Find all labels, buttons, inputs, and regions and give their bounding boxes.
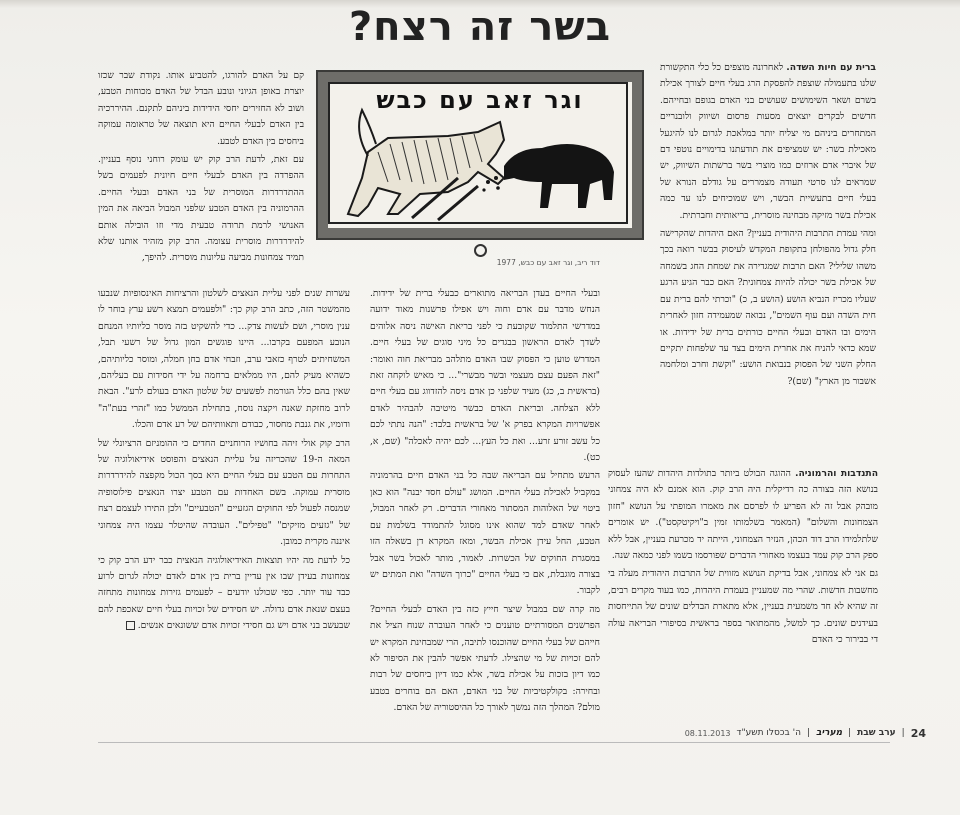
- artwork-caption: דוד ריב, וגר זאב עם כבש, 1977: [496, 258, 600, 267]
- paragraph: הרב קוק אולי זיהה בחושיו הרוחניים החדים כי ההומניזם הרציונלי של המאה ה-19 שהכריזה על עליית הנאצים והפוסט אידיאולוגיה של התחרות עם הטבע עם בעלי החיים היא בסך הכול מקפצה להידרדרות מוסרית עמוקה. בשם האחדות עם הטבע יצרו הנאצים פילוסופיה שמנסה לפעול לפי החוקים הגזעיים "הטבעיים" ולכן התירו לעצמם רצח של "גזעים מזיקים" "טפילים". העובדה שהיטלר עצמו היה צמחוני איננה מקרית כמובן.: [98, 437, 350, 548]
- article-column-middle: [370, 286, 600, 722]
- subheading: ברית עם חיות השדה.: [786, 62, 876, 73]
- wolf-figure: [348, 110, 504, 216]
- headline: בשר זה רצח?: [348, 4, 612, 50]
- paragraph: ומהי עמדת התרבות היהודית בעניין? האם היהדות שהקרישה חלק גדול מהפולחן בתקופת המקדש לעיסוק בבשר רואה בכך משהו שלילי? האם תרבות שמגדירה את שמחת החג בשמחה של אכילת בשר יכולה להיות צמחונית? האם כבר הגיע הרגע שעליו מכריז הנביא הושע (הושע ב, כ) "וכרתי להם ברית עם חית השדה ועם עוף השמים", נבואה שמעמידה חזון לאחרית הימים ובו האדם ובעלי החיים כורתים ברית של ידידות. או שמא כדאי להניח את אחרית הימים בצד עד שלפחות יתקיים החלק השני של הפסוק בנבואת הושע: "וקשת וחרב ומלחמה אשבור מן הארץ" (שם)?: [660, 228, 876, 387]
- paragraph: עם זאת, לדעת הרב קוק יש עומק רוחני נוסף בעניין. ההפרדה בין האדם לבעלי חיים חיונית לפעמים בשל ההתדרדרות המוסרית של בני האדם ובעלי החיים. ההרמוניה בין האדם הטבע שלפני המבול הביאה את המין האנושי לרמת תרודה טבעית מדי וזו הובילה אותם להידרדרות מוסרית עצומה. הרב קוק מזהיר אותנו שלא תמיד צמחונות מביעה עליונות מוסרית. להיפך,: [98, 154, 304, 264]
- publication-date: 08.11.2013: [684, 728, 731, 738]
- wolf-lamb-illustration: [328, 82, 628, 224]
- footer-rule: [98, 742, 890, 743]
- section-name: ערב שבת: [857, 728, 896, 738]
- paragraph: גם אני לא צמחוני, אבל בדיקת הנושא מזווית של התרבות היהודית מעלה בי מחשבות חדשות. שהרי מה שמעניין בעמדת היהדות, כמו בעוד מקרים רבים, זה שהיא לא חד משמעית בעניין, אלא מתארת הבדלים שונים של התייחסות בעידנים שונים. כך למשל, מהמתואר בספר בראשית בסיפורי הבריאה עולה די בבירור כי האדם: [608, 568, 878, 646]
- paragraph: [608, 466, 878, 564]
- caption-bullet-icon: [474, 244, 487, 257]
- subheading: התנדבות והרמוניה.: [794, 468, 878, 479]
- page-number: 24: [910, 726, 926, 740]
- paragraph: ובעלי החיים בעדן הבריאה מתוארים כבעלי ברית של ידידות. הנחש מדבר עם אדם וחוה ויש אפילו פרשנות מאוד ידועה במדרשי התלמוד שקובעת כי לפני בריאת האישה ניסה אלוהים לשדך לאדם הראשון בבגדים כל מיני סוגים של בעלי חיים. המדרש טוען כי הפסוק שבו האדם מתלהב מבריאת חוה ואומר: "זאת הפעם עצם מעצמי ובשר מבשרי"... כי מאיש לוקחה זאת (בראשית ב, כג) מעיד שלפני כן אדם ניסה להזדווג עם בעלי חיים ללא הצלחה. ובריאת האדם כבשר מיטיבה להבהיר לאדם אפשרויות המקרא בפרק א' של בראשית בלבד: "הנה נתתי לכם כל עשב זורע זרע... ואת כל העץ... לכם יהיה לאכלה" (שם, א, כט).: [370, 288, 600, 464]
- footer-divider: |: [848, 728, 852, 738]
- footer-divider: |: [806, 728, 811, 738]
- article-column-right-lower: [608, 466, 878, 722]
- footer-divider: |: [901, 728, 905, 738]
- hebrew-date: ה' בכסלו תשע"ד: [736, 728, 801, 738]
- artwork-frame: [316, 70, 644, 240]
- newspaper-logo: מעריב: [816, 728, 843, 738]
- paragraph: הרעש מתחיל עם הבריאה שבה כל בני האדם חיים בהרמוניה במקביל לאכילת בעלי החיים. המושג "עולם חסד יבנה" הוא כאן ביטוי של האלוהות המסתור מאחורי הדברים. רק לאחר המבול, לאחר שאדם למד שהוא אינו מסוגל להתמודד בשלמות עם הטבע, החל עידן אכילת הבשר, ומאז המקרא דן בשאלה הזו במסגרת החוקים של הכשרות. לאמור, מותר לאכול בשר אבל בצורה מוגבלת, אם כי בעלי החיים "כרוך השדה" ואת המתים יש לקבור.: [370, 470, 600, 597]
- page-footer: [636, 726, 926, 740]
- artwork-woodcut: [328, 82, 632, 228]
- paragraph: קם על האדם להורגו, להטביע אותו. נקודת שבר שכזו יוצרת באופן הגיוני ונובע הבדל של האדם מכוחות הטבע, ושוב לא החזירים יחסי הידידות ביניהם לתקנם. ההיררכיה בין האדם לבעלי החיים היא תוצאה של טראומה עמוקה ביחסים בין האדם לטבע.: [98, 70, 304, 147]
- paragraph-text: ההוגה הבולט ביותר בתולדות היהדות שהעז לעסוק בנושא הזה בצורה כה רדיקלית היה הרב קוק. הוא אמנם לא היה צמחוני מובהק אבל זה לא הפריע לו לפרסם את מאמרו המופתי על הנושא "חזון הצמחונות והשלום" (המאמר בשלמותו זמין ב"ויקיטקסט"). יש אומרים שלתלמידו הרב דוד הכהן, הנזיר הצמחוני, הייתה יד מכרעת בעניין, אבל ללא ספק הרב קוק עמד בעצמו מאחורי הדברים שפורסמו בשמו לפני כמאה שנה.: [608, 468, 878, 562]
- article-column-left-upper: [98, 68, 304, 278]
- paragraph: [660, 60, 876, 224]
- artwork-lettering: וגר זאב עם כבש: [376, 86, 584, 114]
- end-mark-icon: [126, 621, 135, 630]
- article-column-right: [660, 60, 876, 430]
- paragraph: עשרות שנים לפני עליית הנאצים לשלטון והרציחות האינסופיות שנבעו מהמשטר הזה, כתב הרב קוק כך: "ולפעמים תמצא רשע ערץ בוחר לו ענין מוסרי, ושם לעשות צדק... כדי להשקיט בזה מוסר כליותיו המנחם הנובע המפעם בקרבו... היינו פוגשים המון גדול של רשעי תבל, המשחיתים לטרף כזאבי ערב, וזבחי אדם בחן חמלה, ומוסר כליותיהם, כשהיא מעיק להם, היו ממלאים ברחמה על ידי חסידות עם בעליהם, שאין בהם כלל הגורמת לפשעים של שלטון האדם בעולם לרע". הבאת לרוב מחזקת שאנה ויקצה נוסח, בתחילת הממשל כמו "זהרי בעת"ה" ודומיו, את גנבת מחסור, כבודם ותאוותיהם של רע אדם והכלו.: [98, 288, 350, 431]
- paragraph-text: לאחרונה מוצפים כל כלי התקשורת שלנו בתעמולה שוצפת להפסקת הרג בעלי חיים לצורך אכילת בשרם ושאר השימושים שעושים בני האדם בגופם ובחייהם. חדשים לבקרים יוצאים מסעות פרסום ושיווק ולובנריים המתחרים ביניהם מי יצליח יותר במלאכת לגרום לנו להיגעל מאכילת בשר: יש שמציפים את תודעתנו בדימויים נוטפי דם של איברי אדם ארוזים כמו מוצרי בשר ברשתות השיווק, יש שמראים לנו סרטי תעודה מצמררים על גודלם הנורא של בעלי חיים בתעשיית הבשר, ויש שמוכיחים לנו עד כמה אכילת בשר מזיקה מבחינה מוסרית, בריאותית וחברתית.: [660, 62, 876, 221]
- paragraph: [98, 553, 350, 635]
- paragraph-text: כל לדעת מה יהיו תוצאות האידיאולוגיה הנאצית כבר ידע הרב קוק כי צמחונות בעידן שבו אין עדיין ברית בין אדם לאדם יכולה לגרום לרוע כבד עוד יותר. כפי שכולנו יודעים – לפעמים גזירות צמחונות מתחזה בעצם שנאת אדם גדולה. יש חסידים של זכויות בעלי חיים שאכפת להם שבעשב בני אדם ויש גם חסידי זכויות אדם ששונאים אנשים.: [98, 554, 350, 632]
- paragraph: מה קרה שם במבול שיצר חייץ כזה בין האדם לבעלי החיים? הפרשנים המסורתיים טוענים כי לאחר העוברה שנוח הציל את חייהם של בעלי החיים שהוכנסו לתיבה, הרי שמבחינת המקרא יש להם זכויות של מי שהצילו. לדעתי אפשר להבין את הסיפור לא כמו דיון בזכות על אכילת בשר, אלא כמו דיון ביחסים של רבות ובחירה: בקולקטיביות של בני האדם, האם הם בוחרים בטבע מולם? המהלך הזה נמשך לאורך כל ההיסטוריה של האדם.: [370, 603, 600, 714]
- article-column-left: [98, 286, 350, 722]
